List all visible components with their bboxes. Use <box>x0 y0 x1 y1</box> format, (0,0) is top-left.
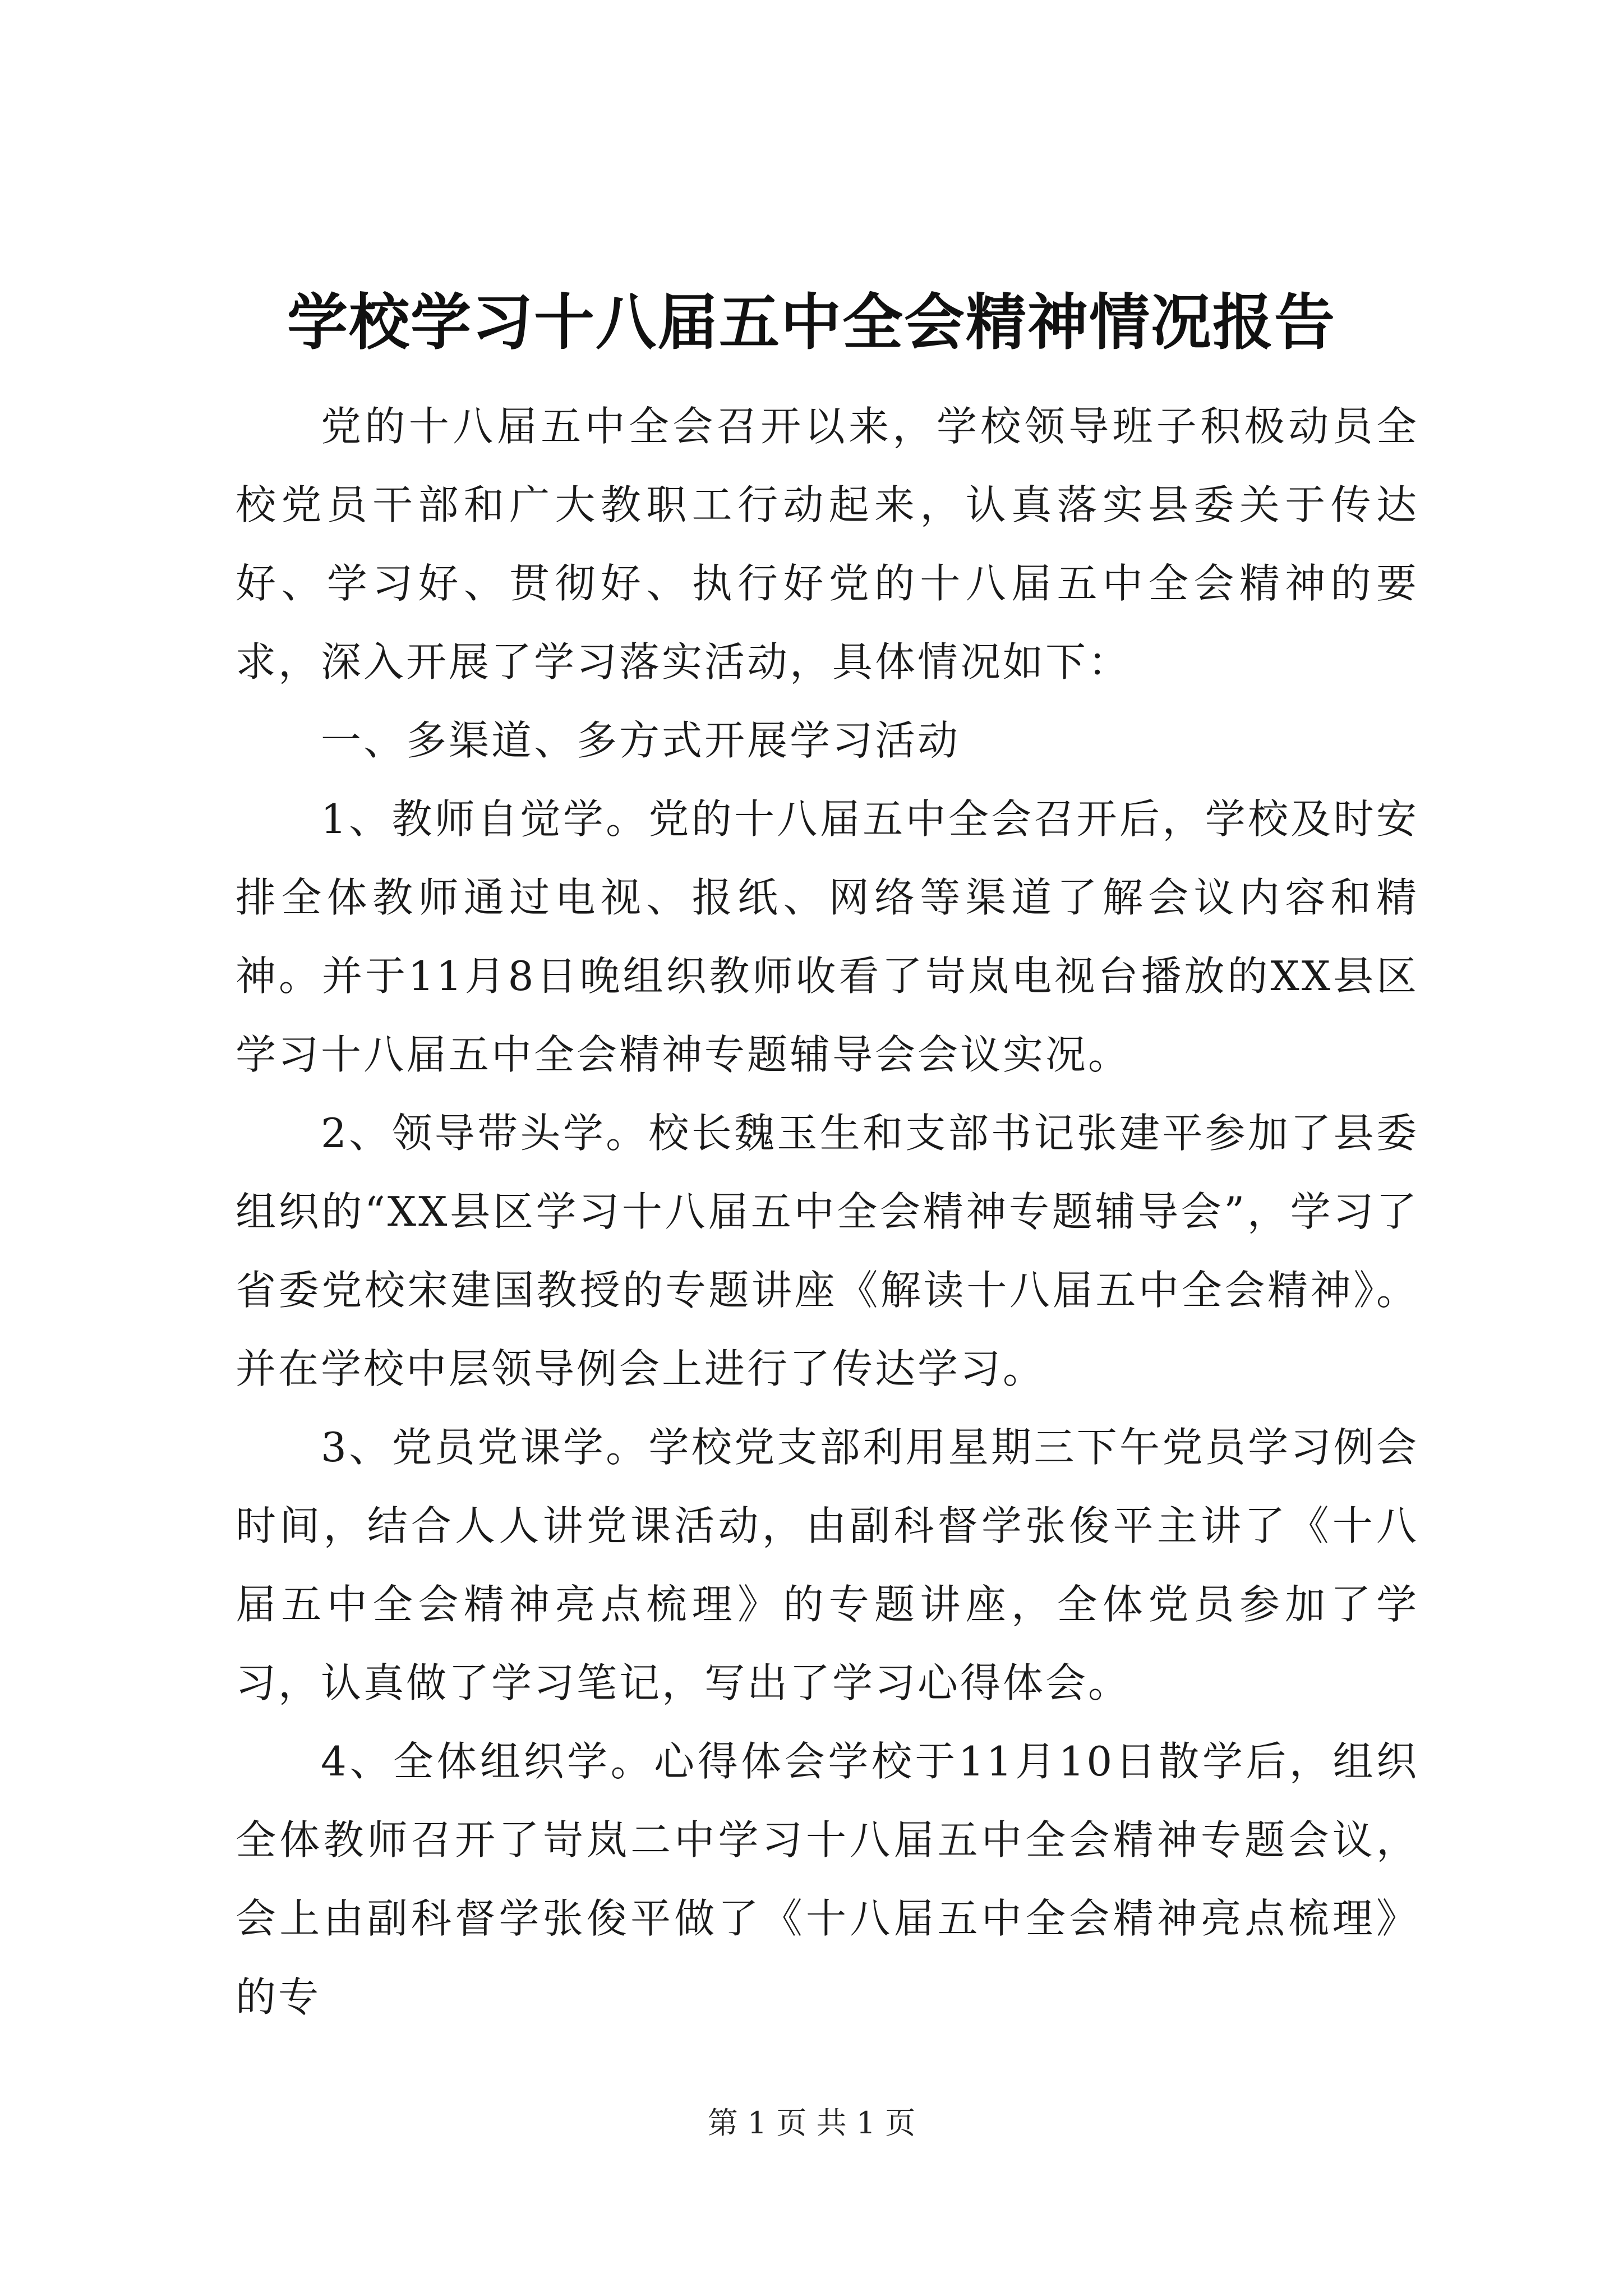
paragraph-item-3: 3、党员党课学。学校党支部利用星期三下午党员学习例会时间，结合人人讲党课活动，由副科督学张俊平主讲了《十八届五中全会精神亮点梳理》的专题讲座，全体党员参加了学习，认真做了学习笔记，写出了学习心得体会。 <box>236 1424 1419 1706</box>
document-body <box>236 387 1419 2036</box>
paragraph-item-2: 2、领导带头学。校长魏玉生和支部书记张建平参加了县委组织的“XX县区学习十八届五中全会精神专题辅导会”，学习了省委党校宋建国教授的专题讲座《解读十八届五中全会精神》。并在学校中层领导例会上进行了传达学习。 <box>236 1110 1419 1392</box>
paragraph-intro: 党的十八届五中全会召开以来，学校领导班子积极动员全校党员干部和广大教职工行动起来，认真落实县委关于传达好、学习好、贯彻好、执行好党的十八届五中全会精神的要求，深入开展了学习落实活动，具体情况如下： <box>236 403 1419 685</box>
page-number-footer: 第 1 页 共 1 页 <box>707 2105 916 2141</box>
paragraph-item-4: 4、全体组织学。心得体会学校于11月10日散学后，组织全体教师召开了岢岚二中学习十八届五中全会精神专题会议，会上由副科督学张俊平做了《十八届五中全会精神亮点梳理》的专 <box>236 1738 1419 2021</box>
paragraph-item-1: 1、教师自觉学。党的十八届五中全会召开后，学校及时安排全体教师通过电视、报纸、网络等渠道了解会议内容和精神。并于11月8日晚组织教师收看了岢岚电视台播放的XX县区学习十八届五中全会精神专题辅导会会议实况。 <box>236 795 1419 1078</box>
document-title: 学校学习十八届五中全会精神情况报告 <box>287 287 1336 358</box>
section-heading-1: 一、多渠道、多方式开展学习活动 <box>321 717 961 764</box>
